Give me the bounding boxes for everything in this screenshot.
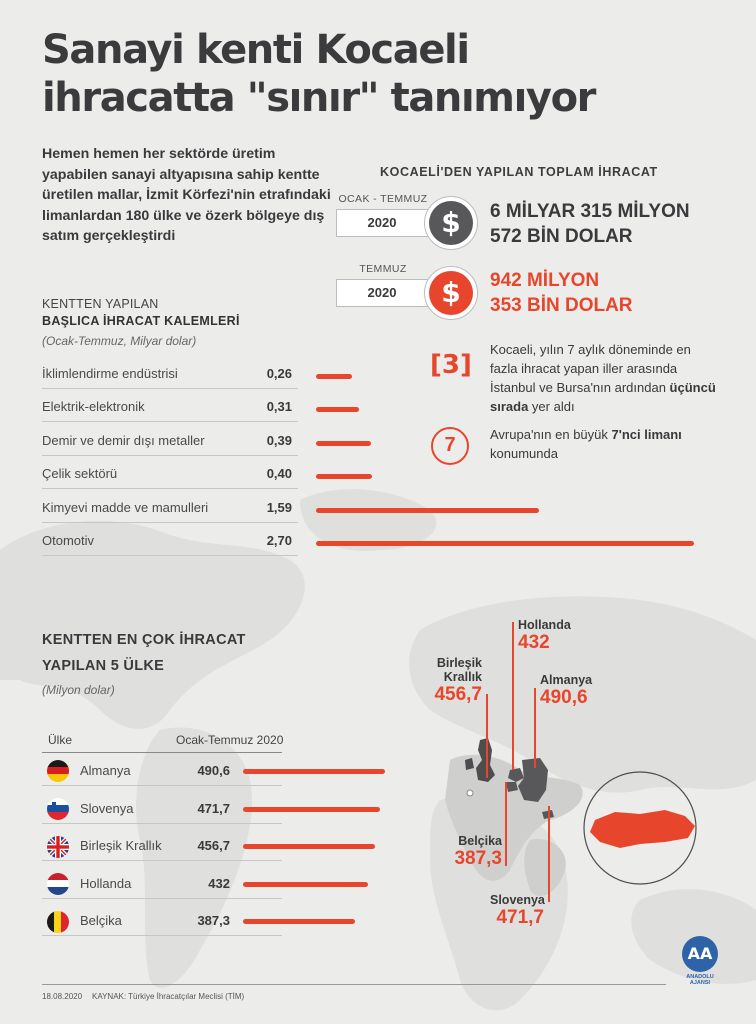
item-label: Demir ve demir dışı metaller: [42, 432, 205, 448]
total-amount-1: [490, 199, 690, 249]
country-divider: [42, 935, 282, 936]
country-bar: [243, 844, 375, 849]
total-amount-2: [490, 268, 633, 318]
pin-line-slovenya: [548, 806, 550, 902]
period-label-1: OCAK - TEMMUZ: [338, 193, 428, 205]
country-label: Birleşik Krallık: [80, 838, 162, 854]
item-label: Elektrik-elektronik: [42, 399, 145, 415]
map-label-slovenya: [490, 893, 544, 929]
map-name-almanya: Almanya: [540, 673, 593, 687]
items-section-label-2: BAŞLICA İHRACAT KALEMLERİ: [42, 314, 240, 328]
fact-rank-post: yer aldı: [528, 399, 575, 414]
country-label: Belçika: [80, 913, 122, 929]
item-label: Otomotiv: [42, 533, 95, 548]
title-line-2: ihracatta "sınır" tanımıyor: [42, 75, 595, 121]
aa-logo: [678, 936, 722, 986]
pin-line-uk: [486, 694, 488, 778]
port-rank-circle-icon: 7: [431, 427, 469, 465]
map-value-uk: 456,7: [434, 684, 482, 705]
aa-logo-caption: ANADOLU AJANSI: [686, 974, 714, 986]
map-label-uk: [398, 656, 482, 706]
period-year-box-1: 2020: [336, 209, 428, 237]
items-section-unit: (Ocak-Temmuz, Milyar dolar): [42, 334, 197, 348]
item-label: Çelik sektörü: [42, 466, 118, 482]
uk-flag-icon: [47, 836, 69, 858]
item-value: 0,39: [266, 432, 292, 448]
pin-line-belcika: [505, 782, 507, 866]
country-divider: [42, 785, 282, 786]
col-header-period: Ocak-Temmuz 2020: [176, 733, 284, 747]
item-bar: [316, 541, 694, 546]
item-value: 0,40: [266, 466, 292, 482]
col-header-country: Ülke: [48, 733, 73, 747]
lead-paragraph: Hemen hemen her sektörde üretim yapabilen sanayi altyapısına sahip kentte üretilen mallar, İzmit Körfezi'nin etrafındaki limanlardan 180 ülke ve özerk bölgeye dış satım gerçekleştirdi: [42, 146, 331, 244]
fact-port-bold: 7'nci limanı: [611, 427, 682, 442]
footer-divider: [42, 984, 666, 985]
pin-line-almanya: [534, 688, 536, 768]
map-name-uk: Birleşik Krallık: [436, 656, 482, 684]
netherlands-flag-icon: [47, 873, 69, 895]
dollar-icon: $: [429, 271, 473, 315]
total-amount-2-line2: 353 BİN DOLAR: [490, 295, 633, 316]
country-value: 490,6: [197, 763, 230, 778]
page-title: [42, 26, 742, 122]
country-bar: [243, 769, 385, 774]
country-value: 387,3: [197, 913, 230, 929]
germany-flag-icon: [47, 760, 69, 782]
total-amount-1-line1: 6 MİLYAR 315 MİLYON: [490, 201, 690, 222]
slovenia-flag-icon: [47, 798, 69, 820]
fact-rank: [490, 340, 720, 416]
items-section-label-1: KENTTEN YAPILAN: [42, 297, 159, 311]
item-value: 2,70: [266, 533, 292, 548]
item-bar: [316, 508, 539, 513]
map-label-belcika: [454, 834, 502, 870]
map-label-almanya: [540, 673, 592, 709]
total-amount-1-line2: 572 BİN DOLAR: [490, 226, 633, 247]
country-label: Hollanda: [80, 875, 132, 891]
country-bar: [243, 807, 380, 812]
item-bar: [316, 407, 359, 412]
item-label: İklimlendirme endüstrisi: [42, 366, 178, 381]
fact-port-post: konumunda: [490, 446, 558, 461]
country-label: Slovenya: [80, 800, 134, 816]
map-label-hollanda: [518, 618, 571, 654]
item-divider: [42, 421, 298, 422]
aa-logo-mark: AA: [682, 936, 718, 972]
title-line-1: Sanayi kenti Kocaeli: [42, 27, 469, 73]
turkey-shape: [590, 810, 695, 848]
europe-map: [440, 720, 740, 930]
country-value: 432: [208, 875, 230, 891]
belgium-flag-icon: [47, 911, 69, 933]
countries-section-label-1: KENTTEN EN ÇOK İHRACAT: [42, 632, 246, 648]
item-divider: [42, 388, 298, 389]
map-value-slovenya: 471,7: [496, 907, 544, 928]
country-divider: [42, 823, 282, 824]
fact-port: [490, 425, 690, 463]
item-bar: [316, 474, 372, 479]
fact-rank-pre: Kocaeli, yılın 7 aylık döneminde en fazla ihracat yapan iller arasında İstanbul ve Bursa'nın ardından: [490, 342, 691, 395]
map-value-belcika: 387,3: [454, 848, 502, 869]
rank-bracket-icon: [3]: [430, 350, 472, 380]
map-name-slovenya: Slovenya: [490, 893, 545, 907]
countries-section-unit: (Milyon dolar): [42, 683, 115, 697]
total-amount-2-line1: 942 MİLYON: [490, 270, 600, 291]
totals-heading: KOCAELİ'DEN YAPILAN TOPLAM İHRACAT: [380, 165, 658, 179]
map-name-belcika: Belçika: [458, 834, 502, 848]
item-divider: [42, 488, 298, 489]
item-bar: [316, 374, 352, 379]
footer-source: KAYNAK: Türkiye İhracatçılar Meclisi (TİM): [92, 992, 245, 1001]
period-year-box-2: 2020: [336, 279, 428, 307]
col-header-divider: [42, 752, 282, 753]
country-divider: [42, 898, 282, 899]
map-value-almanya: 490,6: [540, 687, 588, 708]
item-label: Kimyevi madde ve mamulleri: [42, 499, 209, 515]
country-bar: [243, 882, 368, 887]
country-bar: [243, 919, 355, 924]
country-label: Almanya: [80, 763, 131, 778]
fact-rank-bold: üçüncü sırada: [490, 380, 716, 414]
pin-line-hollanda: [512, 622, 514, 770]
item-value: 1,59: [266, 499, 292, 515]
item-divider: [42, 522, 298, 523]
fact-port-pre: Avrupa'nın en büyük: [490, 427, 612, 442]
dollar-icon: $: [429, 201, 473, 245]
country-value: 471,7: [197, 800, 230, 816]
item-divider: [42, 455, 298, 456]
item-bar: [316, 441, 371, 446]
map-value-hollanda: 432: [518, 632, 550, 653]
item-divider: [42, 555, 298, 556]
item-value: 0,26: [266, 366, 292, 381]
item-value: 0,31: [266, 399, 292, 415]
countries-section-label-2: YAPILAN 5 ÜLKE: [42, 658, 165, 674]
country-divider: [42, 860, 282, 861]
period-label-2: TEMMUZ: [359, 263, 407, 275]
map-name-hollanda: Hollanda: [518, 618, 571, 632]
footer-date: 18.08.2020: [42, 992, 83, 1001]
country-value: 456,7: [197, 838, 230, 854]
